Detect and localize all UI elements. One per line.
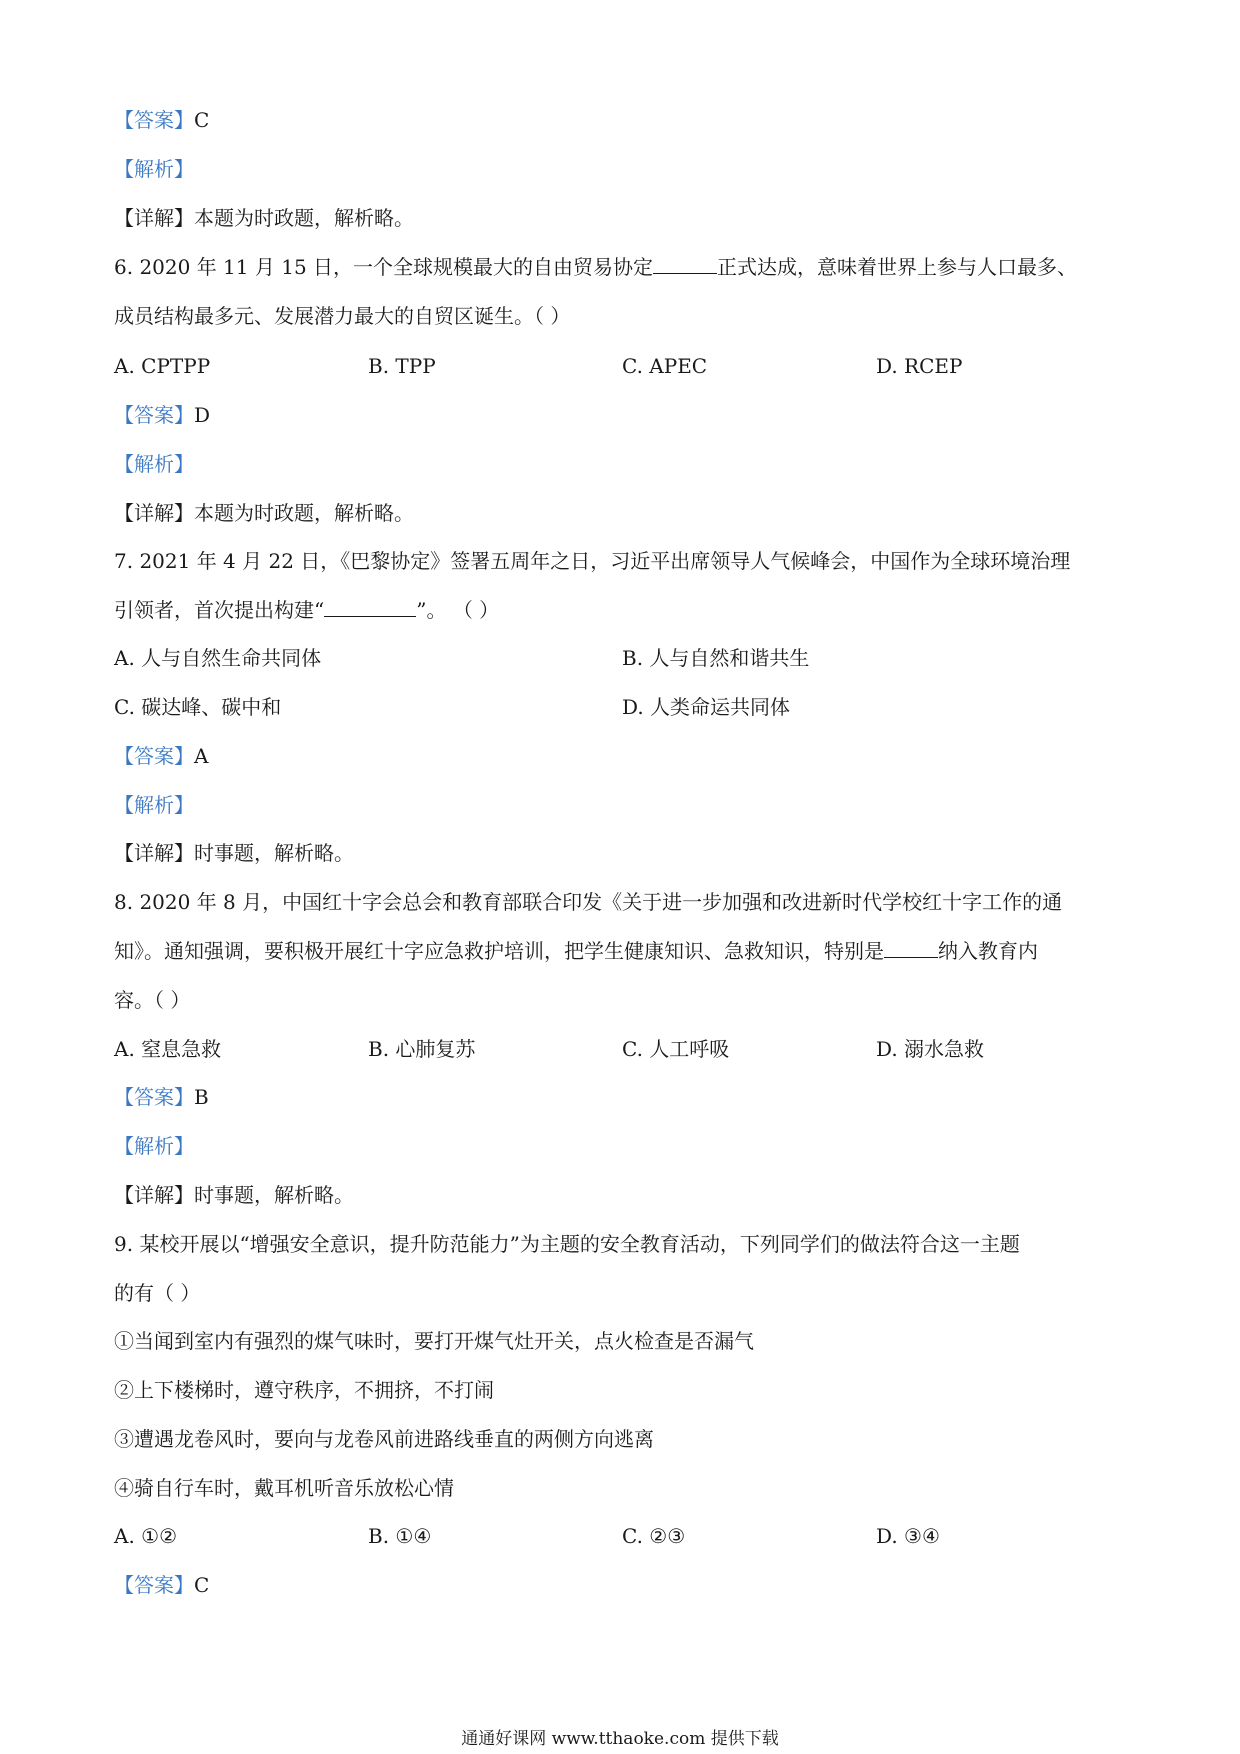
detail-text: 时事题，解析略。 [194, 841, 354, 865]
analysis-line-7 [114, 791, 194, 819]
q7-option-c: C. 碳达峰、碳中和 [114, 695, 282, 719]
page-footer: 通通好课网 www.tthaoke.com 提供下载 [461, 1729, 779, 1749]
q8-text-a: 知》。通知强调，要积极开展红十字应急救护培训，把学生健康知识、急救知识，特别是 [114, 939, 884, 963]
detail-tag: 【详解】 [114, 501, 194, 525]
answer-line-5 [114, 106, 209, 134]
q8-option-c: C. 人工呼吸 [622, 1037, 730, 1061]
q6-text-b: 正式达成，意味着世界上参与人口最多、 [717, 255, 1078, 279]
answer-line-7 [114, 742, 208, 770]
analysis-tag: 【解析】 [114, 1134, 194, 1158]
q8-line-3: 容。（ ） [114, 988, 191, 1012]
q9-item-1: ①当闻到室内有强烈的煤气味时，要打开煤气灶开关，点火检查是否漏气 [114, 1329, 754, 1353]
q7-text-a: 引领者，首次提出构建“ [114, 598, 325, 622]
detail-line-5 [114, 204, 414, 232]
q7-option-b: B. 人与自然和谐共生 [622, 646, 810, 670]
q7-option-d: D. 人类命运共同体 [622, 695, 791, 719]
q8-line-1: 8. 2020 年 8 月，中国红十字会总会和教育部联合印发《关于进一步加强和改进新时代学校红十字工作的通 [114, 890, 1063, 914]
q7-line-2 [114, 596, 499, 624]
q9-option-c: C. ②③ [622, 1524, 686, 1548]
answer-line-9 [114, 1571, 209, 1599]
q9-option-d: D. ③④ [876, 1524, 940, 1548]
answer-line-6 [114, 401, 210, 429]
analysis-line-6 [114, 450, 194, 478]
detail-line-6 [114, 499, 414, 527]
detail-tag: 【详解】 [114, 1183, 194, 1207]
q6-option-c: C. APEC [622, 354, 708, 378]
q8-blank [884, 937, 938, 958]
answer-line-8 [114, 1083, 209, 1111]
answer-value: C [194, 1573, 210, 1597]
q8-option-a: A. 窒息急救 [114, 1037, 222, 1061]
answer-tag: 【答案】 [114, 744, 194, 768]
analysis-line-8 [114, 1132, 194, 1160]
q8-text-b: 纳入教育内 [938, 939, 1038, 963]
answer-value: D [194, 403, 211, 427]
q8-line-2 [114, 937, 1038, 965]
answer-value: B [194, 1085, 209, 1109]
q9-item-4: ④骑自行车时，戴耳机听音乐放松心情 [114, 1476, 454, 1500]
detail-tag: 【详解】 [114, 841, 194, 865]
q6-line-2: 成员结构最多元、发展潜力最大的自贸区诞生。（ ） [114, 304, 571, 328]
q9-option-a: A. ①② [114, 1524, 178, 1548]
q9-item-2: ②上下楼梯时，遵守秩序，不拥挤，不打闹 [114, 1378, 494, 1402]
q7-line-1: 7. 2021 年 4 月 22 日，《巴黎协定》签署五周年之日，习近平出席领导人气候峰会，中国作为全球环境治理 [114, 549, 1071, 573]
q8-option-d: D. 溺水急救 [876, 1037, 985, 1061]
q6-line-1 [114, 253, 1077, 281]
q7-option-a: A. 人与自然生命共同体 [114, 646, 322, 670]
detail-text: 本题为时政题，解析略。 [194, 206, 414, 230]
answer-value: A [194, 744, 209, 768]
answer-tag: 【答案】 [114, 403, 194, 427]
q9-line-2: 的有（ ） [114, 1281, 201, 1305]
q7-blank [324, 596, 416, 617]
detail-line-8 [114, 1181, 354, 1209]
analysis-line-5 [114, 155, 194, 183]
q6-option-b: B. TPP [368, 354, 436, 378]
detail-text: 本题为时政题，解析略。 [194, 501, 414, 525]
q9-line-1: 9. 某校开展以“增强安全意识，提升防范能力”为主题的安全教育活动，下列同学们的做法符合这一主题 [114, 1232, 1020, 1256]
analysis-tag: 【解析】 [114, 452, 194, 476]
answer-tag: 【答案】 [114, 1573, 194, 1597]
q9-option-b: B. ①④ [368, 1524, 432, 1548]
analysis-tag: 【解析】 [114, 793, 194, 817]
q9-item-3: ③遭遇龙卷风时，要向与龙卷风前进路线垂直的两侧方向逃离 [114, 1427, 654, 1451]
detail-text: 时事题，解析略。 [194, 1183, 354, 1207]
detail-line-7 [114, 839, 354, 867]
detail-tag: 【详解】 [114, 206, 194, 230]
q6-option-d: D. RCEP [876, 354, 963, 378]
q6-option-a: A. CPTPP [114, 354, 211, 378]
analysis-tag: 【解析】 [114, 157, 194, 181]
answer-tag: 【答案】 [114, 108, 194, 132]
q6-text-a: 6. 2020 年 11 月 15 日，一个全球规模最大的自由贸易协定 [114, 255, 654, 279]
answer-value: C [194, 108, 210, 132]
q6-blank [653, 253, 717, 274]
answer-tag: 【答案】 [114, 1085, 194, 1109]
q8-option-b: B. 心肺复苏 [368, 1037, 476, 1061]
q7-text-b: ”。 （ ） [416, 598, 500, 622]
